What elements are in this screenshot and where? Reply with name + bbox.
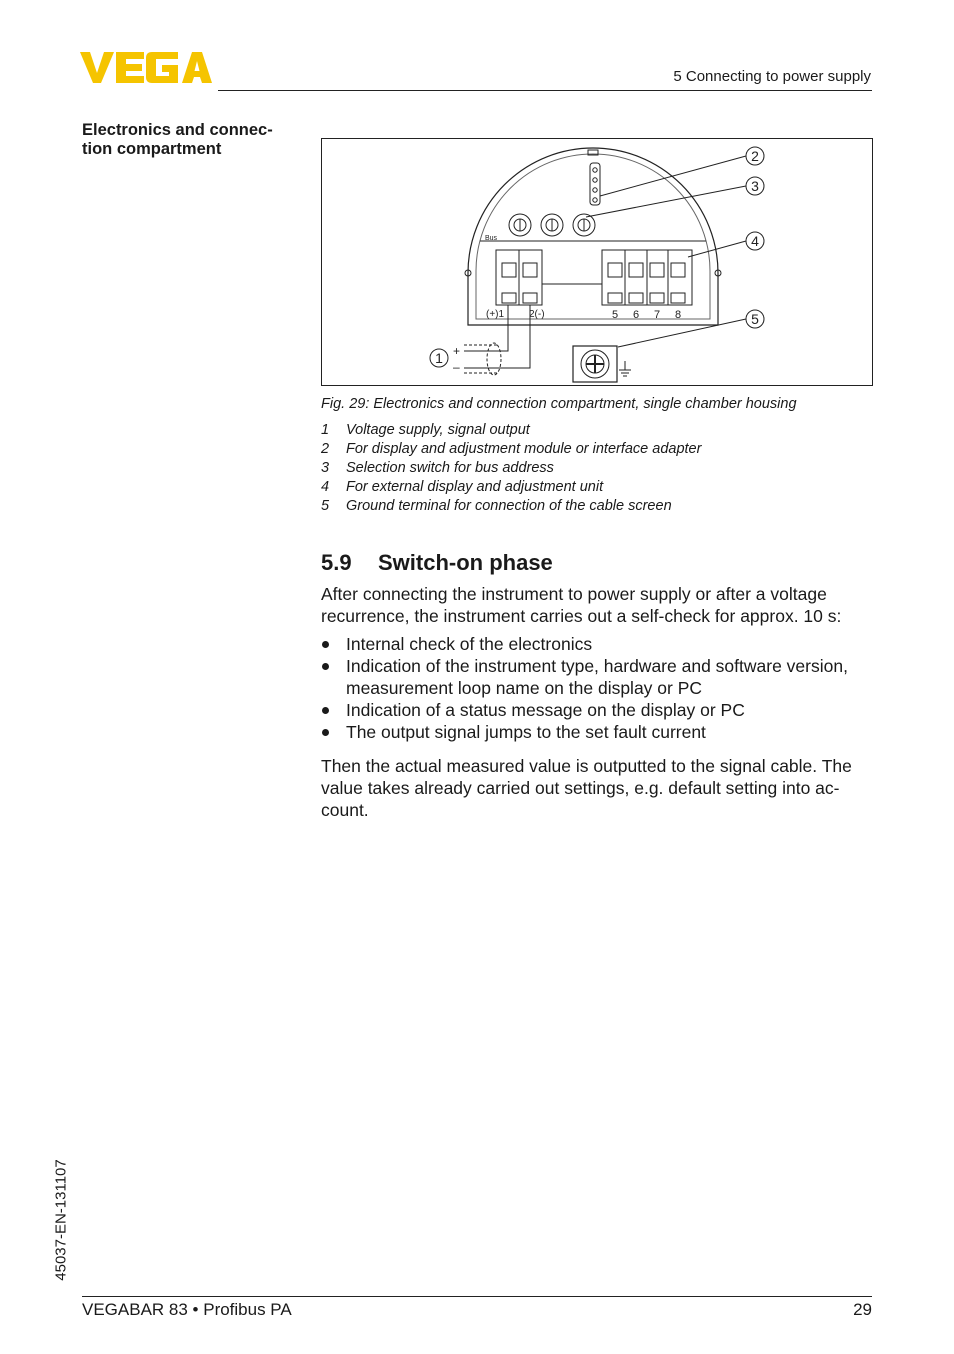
section-number: 5.9 [321, 550, 352, 575]
legend-number: 4 [321, 479, 330, 495]
rotary-switch [541, 214, 563, 236]
document-number-text: 45037-EN-131107 [52, 1159, 70, 1281]
leader-3 [586, 186, 746, 217]
legend-item [321, 459, 701, 478]
legend-number: 2 [321, 441, 330, 457]
margin-heading [82, 121, 302, 159]
list-item [321, 655, 871, 699]
cable-screen-ring [487, 343, 501, 375]
pin [593, 168, 597, 172]
bullet-dot-icon [322, 707, 329, 714]
list-item [321, 721, 871, 743]
legend-number: 1 [321, 422, 330, 438]
callout-2 [746, 147, 764, 165]
bullet-dot-icon [322, 663, 329, 670]
callout-5 [746, 310, 764, 328]
list-item-text: Indication of a status message on the display or PC [346, 700, 745, 720]
pin [593, 188, 597, 192]
list-item-text: Internal check of the electronics [346, 634, 593, 654]
pin [593, 178, 597, 182]
terminal-label-minus: 2(-) [529, 309, 545, 320]
supply-plus-sign: + [453, 344, 461, 358]
internal-trace [542, 269, 602, 284]
closing-paragraph: Then the actual measured value is outputted to the signal cable. The value takes already carried out settings, e.g. default setting into ac-count. [321, 756, 852, 820]
footer-rule [82, 1296, 872, 1297]
section-title: Switch-on phase [378, 550, 553, 575]
intro-paragraph: After connecting the instrument to power supply or after a voltage recurrence, the instrument carries out a self-check for approx. 10 s: [321, 584, 842, 626]
list-item [321, 699, 871, 721]
document-number [46, 1145, 76, 1295]
pin [593, 198, 597, 202]
cable-screen [464, 345, 498, 373]
ground-terminal [573, 346, 617, 382]
margin-heading-text: Electronics and connec- tion compartment [82, 121, 273, 158]
leader-5 [618, 319, 746, 347]
legend-text: Ground terminal for connection of the cable screen [346, 498, 672, 514]
earth-symbol-icon [619, 361, 631, 376]
legend-text: Voltage supply, signal output [346, 422, 530, 438]
footer-product: VEGABAR 83 • Profibus PA [82, 1300, 292, 1319]
legend-item [321, 478, 701, 497]
section-heading [321, 550, 553, 576]
supply-minus-sign: – [453, 360, 460, 374]
housing-outline [468, 148, 718, 325]
legend-text: For display and adjustment module or interface adapter [346, 441, 702, 457]
terminal-label-7: 7 [654, 309, 661, 321]
legend-text: For external display and adjustment unit [346, 479, 604, 495]
rotary-switch [573, 214, 595, 236]
figure-electronics-compartment [321, 138, 873, 386]
list-item-text: Indication of the instrument type, hardware and software version, measurement loop name on the display or PC [346, 656, 848, 698]
legend-text: Selection switch for bus address [346, 460, 554, 476]
legend-item [321, 497, 701, 516]
bus-label: Bus [485, 235, 498, 242]
compartment-diagram [322, 139, 872, 385]
bullet-dot-icon [322, 641, 329, 648]
svg-text:3: 3 [751, 178, 759, 194]
bullet-list [321, 633, 871, 743]
vega-logo [80, 50, 212, 84]
svg-text:1: 1 [435, 350, 443, 366]
figure-caption: Fig. 29: Electronics and connection compartment, single chamber housing [321, 396, 797, 412]
callout-3 [746, 177, 764, 195]
rotary-switch [509, 214, 531, 236]
display-connector [590, 163, 600, 205]
legend-number: 3 [321, 460, 330, 476]
terminal-label-plus: (+)1 [486, 309, 505, 320]
svg-text:2: 2 [751, 148, 759, 164]
page-number: 29 [853, 1300, 872, 1319]
list-item [321, 633, 871, 655]
list-item-text: The output signal jumps to the set fault current [346, 722, 706, 742]
terminal-label-8: 8 [675, 309, 682, 321]
header-section-title: 5 Connecting to power supply [673, 68, 871, 85]
legend-item [321, 421, 701, 440]
figure-legend [321, 421, 701, 516]
legend-number: 5 [321, 498, 330, 514]
svg-text:4: 4 [751, 233, 759, 249]
terminal-label-5: 5 [612, 309, 619, 321]
bullet-dot-icon [322, 729, 329, 736]
header-rule [218, 90, 872, 91]
terminal-label-6: 6 [633, 309, 640, 321]
callout-1 [430, 349, 448, 367]
callout-4 [746, 232, 764, 250]
legend-item [321, 440, 701, 459]
svg-text:5: 5 [751, 311, 759, 327]
